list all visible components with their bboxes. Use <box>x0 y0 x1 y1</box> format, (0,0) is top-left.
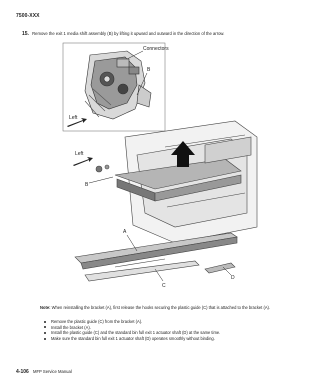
bullet-icon <box>44 321 46 323</box>
left-arrow-mid-icon <box>73 157 93 166</box>
bullet-icon <box>44 332 46 334</box>
step-text: Remove the exit 1 media shift assembly (B) by lifting it upward and outward in the direction of the arrow. <box>32 31 225 36</box>
step-number: 15. <box>22 31 29 37</box>
label-b-mid: B <box>85 182 89 188</box>
label-connectors: Connectors <box>143 46 169 52</box>
label-d: D <box>231 275 235 281</box>
bullet-icon <box>44 338 46 340</box>
reinstall-steps-list <box>44 319 280 341</box>
label-c: C <box>162 283 166 289</box>
list-item <box>44 336 280 342</box>
label-left-top: Left <box>69 115 78 121</box>
inset-assembly-drawing <box>63 43 165 131</box>
label-left-mid: Left <box>75 151 84 157</box>
main-frame-drawing <box>96 121 257 243</box>
document-model-header: 7500-XXX <box>16 13 40 19</box>
list-item-text: Remove the plastic guide (C) from the bracket (A). <box>51 319 143 324</box>
list-item-text: Install the plastic guide (C) and the standard bin full exit 1 actuator shaft (D) at the same time. <box>51 330 221 336</box>
page-footer <box>16 369 72 375</box>
list-item-text: Install the bracket (A). <box>51 324 91 330</box>
label-a: A <box>123 229 127 235</box>
manual-title: MFP Service Manual <box>32 369 72 374</box>
note-text: When reinstalling the bracket (A), first release the hooks securing the plastic guide (C) that is attached to the bracket (A). <box>51 305 271 310</box>
bullet-icon <box>44 326 46 328</box>
note-label: Note: <box>40 305 51 310</box>
bracket-drawing <box>75 233 237 281</box>
label-b-top: B <box>147 67 151 73</box>
reinstall-note <box>40 305 280 310</box>
page-number: 4-106 <box>16 369 29 375</box>
exploded-view-illustration <box>55 37 265 295</box>
list-item-text: Make sure the standard bin full exit 1 actuator shaft (D) operates smoothly without binding. <box>51 335 215 341</box>
